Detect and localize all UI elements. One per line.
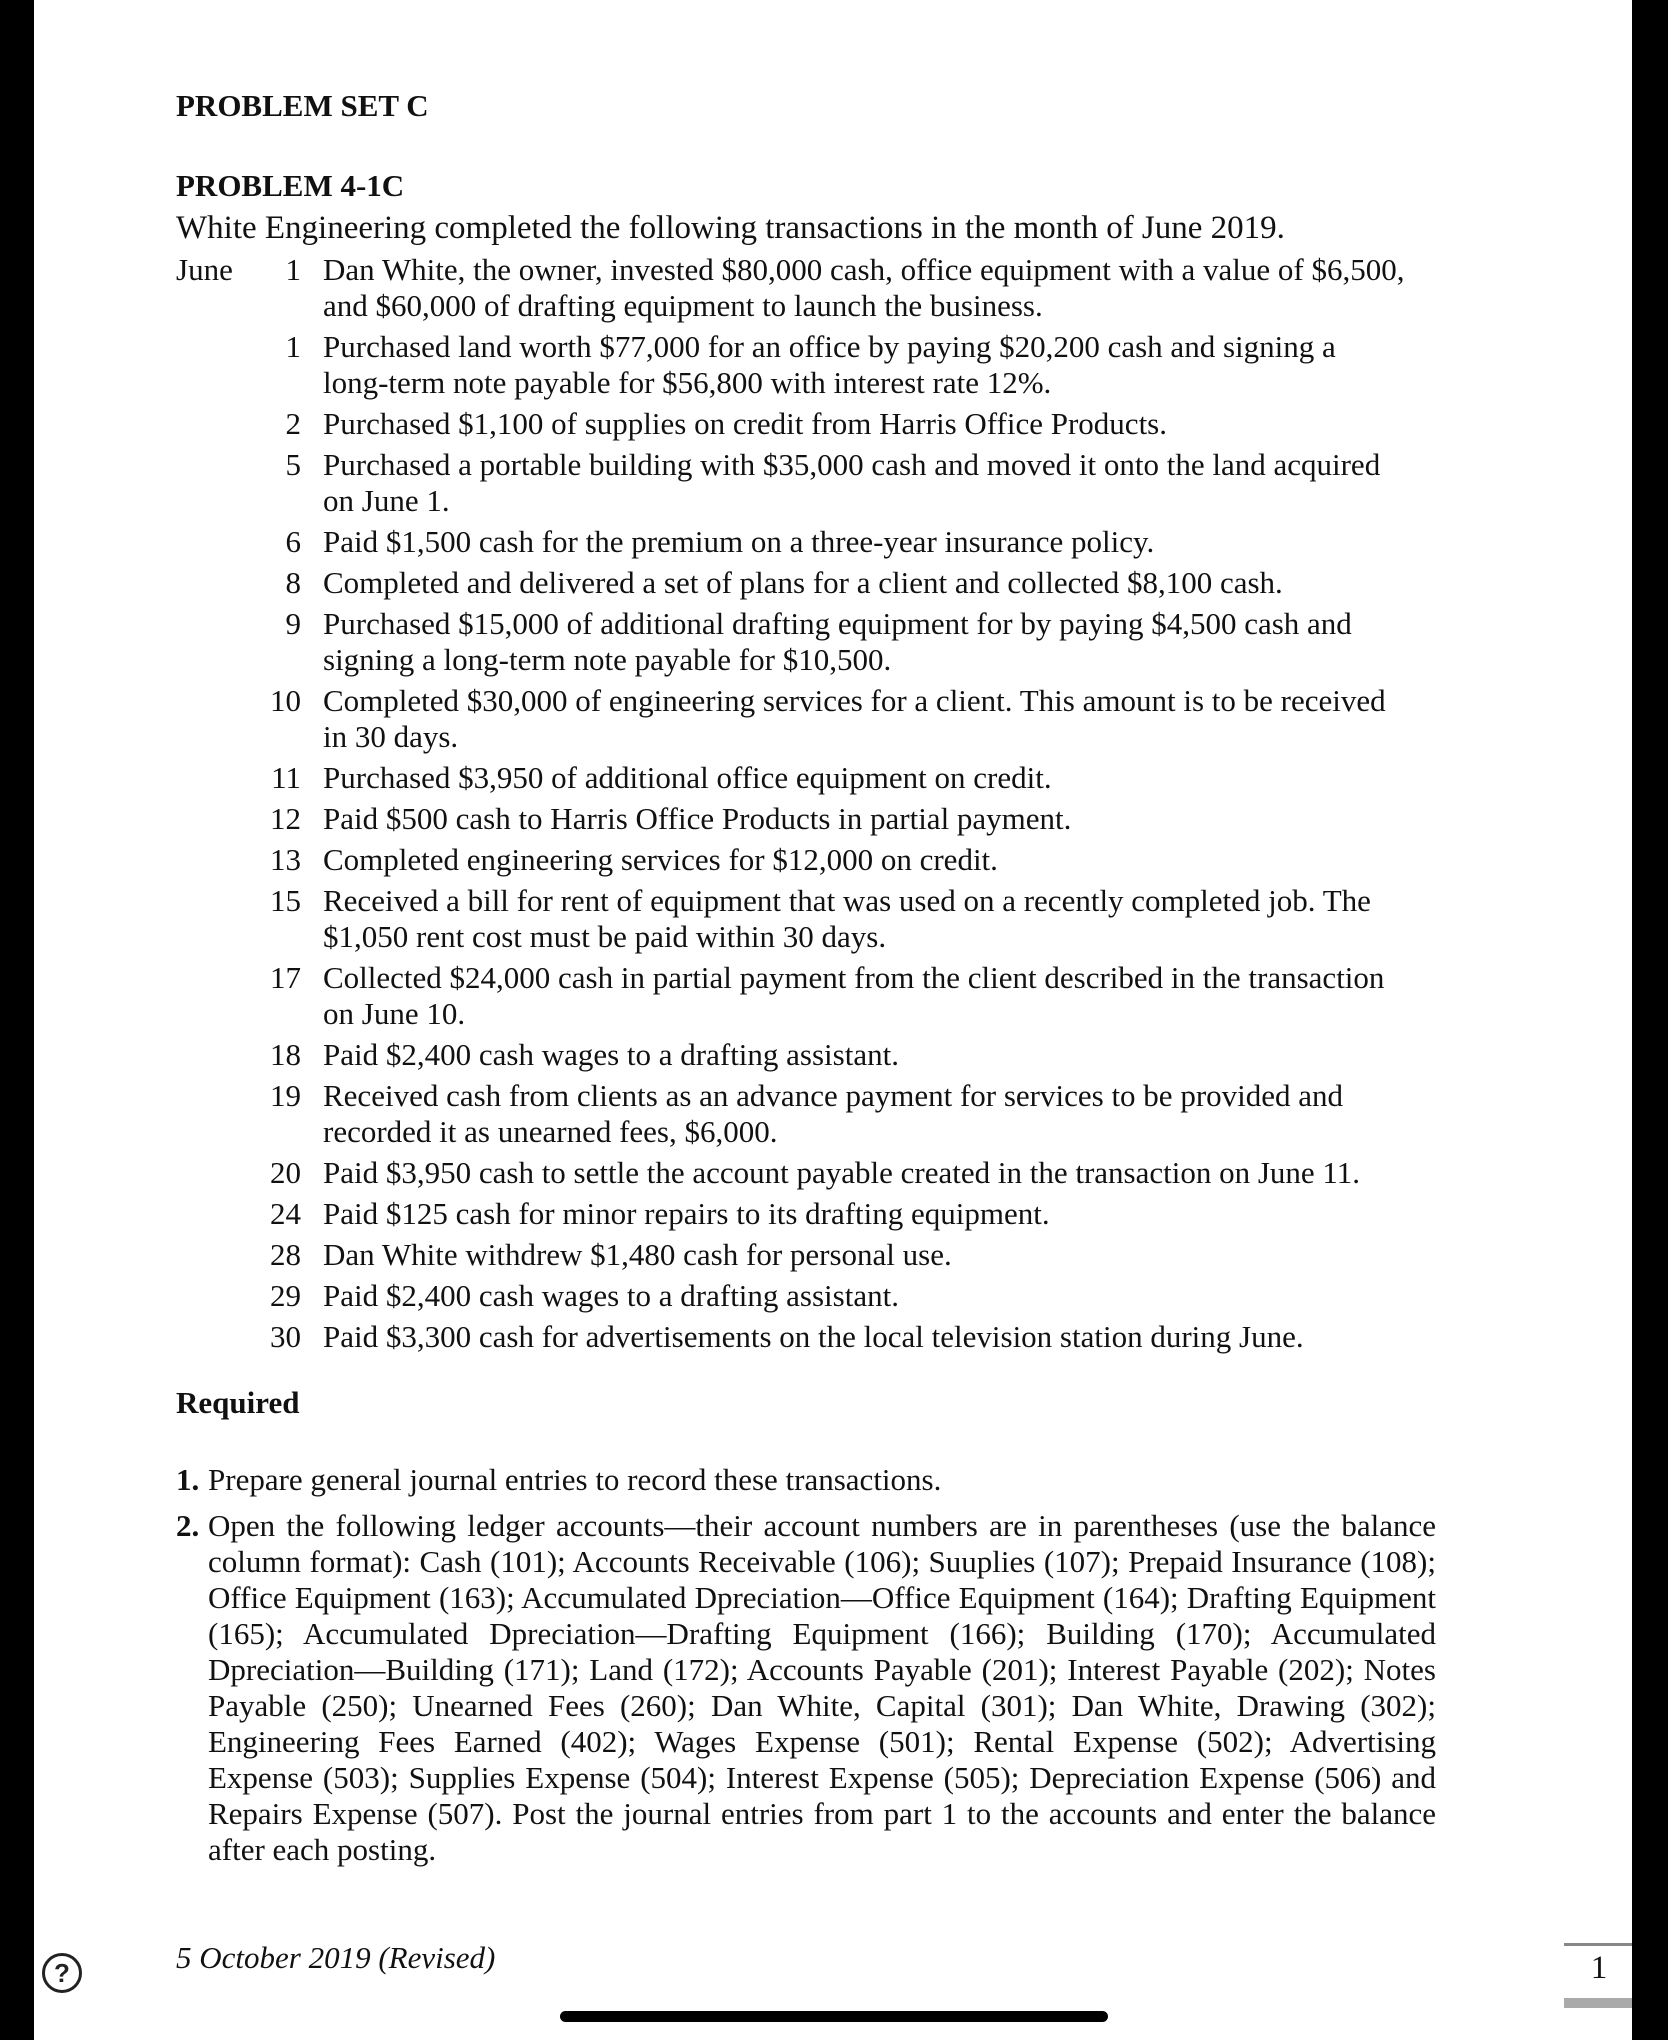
transaction-row xyxy=(176,1037,1436,1073)
transaction-text: Paid $3,300 cash for advertisements on the local television station during June. xyxy=(323,1319,1304,1354)
transaction-day: 30 xyxy=(270,1319,301,1354)
transaction-text: Purchased land worth $77,000 for an office by paying $20,200 cash and signing a long-term note payable for $56,800 with interest rate 12%. xyxy=(323,329,1336,400)
transaction-text: Paid $2,400 cash wages to a drafting assistant. xyxy=(323,1278,899,1313)
transaction-month xyxy=(176,801,251,837)
home-indicator[interactable] xyxy=(560,2011,1108,2022)
transaction-row xyxy=(176,1319,1436,1355)
transaction-text: Completed engineering services for $12,000 on credit. xyxy=(323,842,998,877)
transaction-text: Purchased a portable building with $35,000 cash and moved it onto the land acquired on June 1. xyxy=(323,447,1381,518)
transaction-month xyxy=(176,1037,251,1073)
transaction-row xyxy=(176,842,1436,878)
transaction-text: Completed and delivered a set of plans for a client and collected $8,100 cash. xyxy=(323,565,1283,600)
document-page xyxy=(34,0,1632,2040)
transaction-text: Paid $1,500 cash for the premium on a three-year insurance policy. xyxy=(323,524,1155,559)
required-heading: Required xyxy=(176,1385,300,1420)
transaction-row xyxy=(176,883,1436,955)
transaction-row xyxy=(176,524,1436,560)
transaction-row xyxy=(176,1078,1436,1150)
page-number-rule xyxy=(1564,1943,1632,1946)
transaction-day: 12 xyxy=(270,801,301,836)
transaction-text: Paid $3,950 cash to settle the account payable created in the transaction on June 11. xyxy=(323,1155,1361,1190)
transaction-row xyxy=(176,683,1436,755)
transaction-month xyxy=(176,960,251,1032)
problem-intro: White Engineering completed the following transactions in the month of June 2019. xyxy=(176,210,1285,246)
transaction-text: Collected $24,000 cash in partial payment from the client described in the transaction on June 10. xyxy=(323,960,1385,1031)
transaction-row xyxy=(176,447,1436,519)
required-item-text: Open the following ledger accounts—their account numbers are in parentheses (use the balance column format): Cash (101); Accounts Receivable (106); Suuplies (107); Prepaid Insurance (108); Office Equipment (163); Accumulated Dpreciation—Office Equipment (164); Drafting Equipment (165); Accumulated Dpreciation—Drafting Equipment (166); Building (170); Accumulated Dpreciation—Building (171); Land (172); Accounts Payable (201); Interest Payable (202); Notes Payable (250); Unearned Fees (260); Dan White, Capital (301); Dan White, Drawing (302); Engineering Fees Earned (402); Wages Expense (501); Rental Expense (502); Advertising Expense (503); Supplies Expense (504); Interest Expense (505); Depreciation Expense (506) and Repairs Expense (507). Post the journal entries from part 1 to the accounts and enter the balance after each posting. xyxy=(208,1508,1436,1867)
transaction-day: 1 xyxy=(285,329,301,364)
transaction-list xyxy=(176,252,1436,1360)
transaction-month xyxy=(176,760,251,796)
transaction-row xyxy=(176,801,1436,837)
transaction-day: 9 xyxy=(285,606,301,641)
transaction-day: 13 xyxy=(270,842,301,877)
transaction-month xyxy=(176,1155,251,1191)
problem-set-title: PROBLEM SET C xyxy=(176,88,429,123)
transaction-row xyxy=(176,760,1436,796)
transaction-month xyxy=(176,883,251,955)
transaction-text: Purchased $3,950 of additional office equipment on credit. xyxy=(323,760,1052,795)
page-number: 1 xyxy=(1590,1950,1608,1986)
transaction-day: 6 xyxy=(285,524,301,559)
transaction-day: 17 xyxy=(270,960,301,995)
required-item xyxy=(176,1508,1436,1868)
transaction-month xyxy=(176,1078,251,1150)
required-item-number: 1. xyxy=(176,1462,200,1497)
transaction-month xyxy=(176,1196,251,1232)
transaction-row xyxy=(176,252,1436,324)
transaction-month xyxy=(176,1319,251,1355)
transaction-month xyxy=(176,524,251,560)
transaction-text: Purchased $15,000 of additional drafting equipment for by paying $4,500 cash and signing a long-term note payable for $10,500. xyxy=(323,606,1352,677)
transaction-day: 19 xyxy=(270,1078,301,1113)
transaction-day: 8 xyxy=(285,565,301,600)
transaction-day: 11 xyxy=(271,760,301,795)
required-item-text: Prepare general journal entries to record these transactions. xyxy=(208,1462,942,1497)
required-item xyxy=(176,1462,1436,1498)
transaction-day: 10 xyxy=(270,683,301,718)
help-icon[interactable]: ? xyxy=(42,1953,82,1993)
transaction-row xyxy=(176,329,1436,401)
transaction-month xyxy=(176,1237,251,1273)
problem-title: PROBLEM 4-1C xyxy=(176,168,405,203)
transaction-text: Dan White withdrew $1,480 cash for personal use. xyxy=(323,1237,952,1272)
transaction-text: Received cash from clients as an advance payment for services to be provided and recorded it as unearned fees, $6,000. xyxy=(323,1078,1344,1149)
transaction-row xyxy=(176,565,1436,601)
transaction-day: 5 xyxy=(285,447,301,482)
transaction-day: 20 xyxy=(270,1155,301,1190)
footer-date: 5 October 2019 (Revised) xyxy=(176,1940,496,1975)
transaction-text: Paid $125 cash for minor repairs to its drafting equipment. xyxy=(323,1196,1050,1231)
transaction-month xyxy=(176,606,251,678)
transaction-row xyxy=(176,960,1436,1032)
transaction-text: Dan White, the owner, invested $80,000 cash, office equipment with a value of $6,500, and $60,000 of drafting equipment to launch the business. xyxy=(323,252,1405,323)
transaction-day: 24 xyxy=(270,1196,301,1231)
transaction-month xyxy=(176,1278,251,1314)
transaction-row xyxy=(176,1278,1436,1314)
transaction-month xyxy=(176,329,251,401)
page-number-underline xyxy=(1564,1998,1632,2008)
transaction-month xyxy=(176,842,251,878)
transaction-row xyxy=(176,1237,1436,1273)
transaction-month xyxy=(176,447,251,519)
transaction-row xyxy=(176,1155,1436,1191)
transaction-text: Paid $2,400 cash wages to a drafting assistant. xyxy=(323,1037,899,1072)
transaction-month xyxy=(176,683,251,755)
transaction-text: Received a bill for rent of equipment that was used on a recently completed job. The $1,050 rent cost must be paid within 30 days. xyxy=(323,883,1371,954)
transaction-month xyxy=(176,406,251,442)
transaction-day: 15 xyxy=(270,883,301,918)
transaction-text: Purchased $1,100 of supplies on credit from Harris Office Products. xyxy=(323,406,1167,441)
transaction-month: June xyxy=(176,252,233,287)
transaction-text: Completed $30,000 of engineering services for a client. This amount is to be received in 30 days. xyxy=(323,683,1386,754)
transaction-text: Paid $500 cash to Harris Office Products in partial payment. xyxy=(323,801,1072,836)
required-list xyxy=(176,1462,1436,1878)
transaction-day: 18 xyxy=(270,1037,301,1072)
transaction-day: 29 xyxy=(270,1278,301,1313)
transaction-day: 28 xyxy=(270,1237,301,1272)
required-item-number: 2. xyxy=(176,1508,200,1543)
transaction-row xyxy=(176,406,1436,442)
transaction-month xyxy=(176,565,251,601)
transaction-row xyxy=(176,606,1436,678)
transaction-row xyxy=(176,1196,1436,1232)
transaction-day: 1 xyxy=(285,252,301,287)
transaction-day: 2 xyxy=(285,406,301,441)
